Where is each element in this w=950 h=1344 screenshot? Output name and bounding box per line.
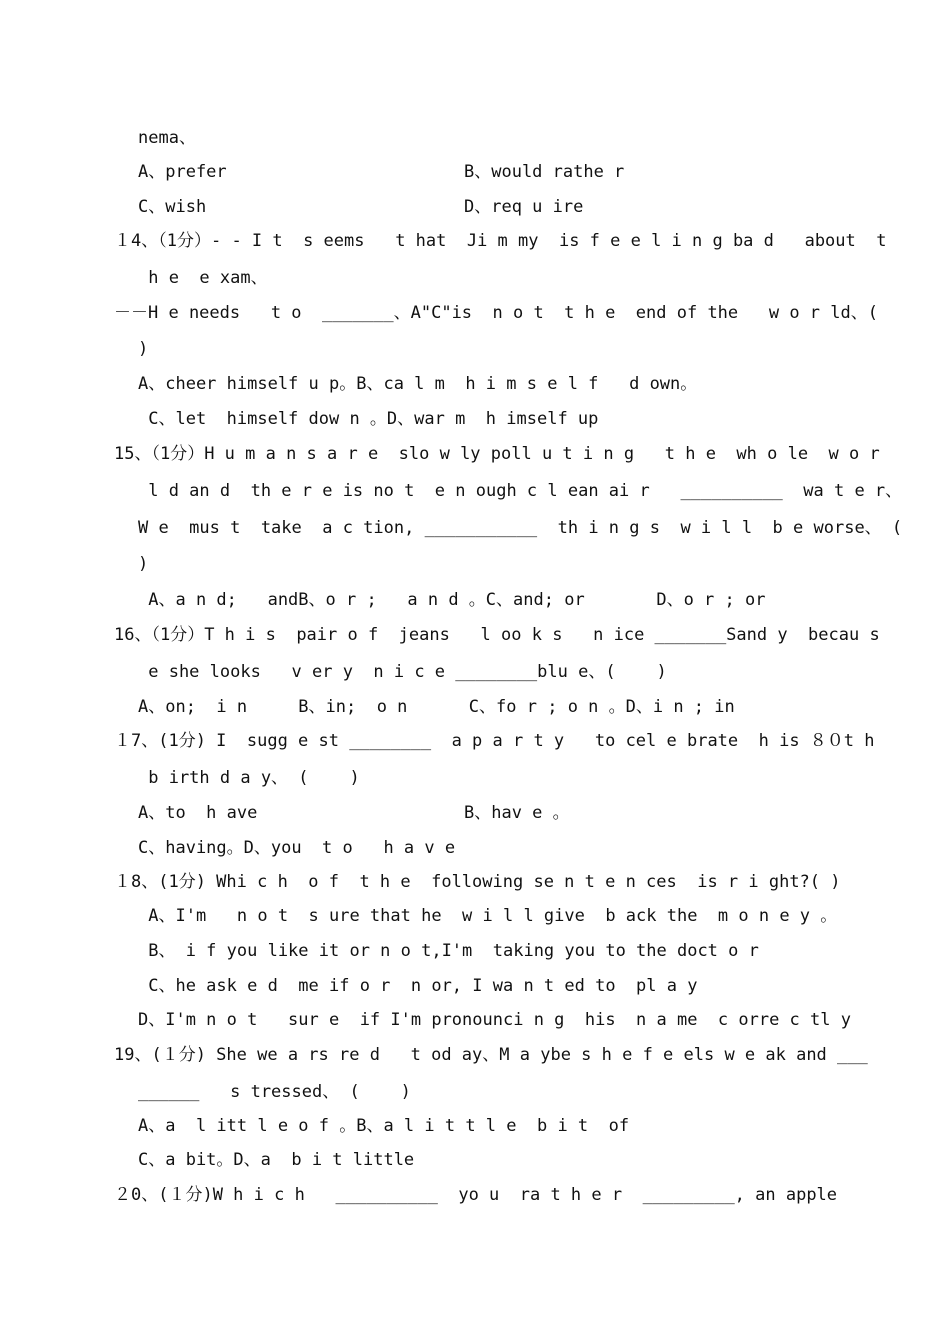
option-d: D、req u ire	[464, 197, 584, 217]
question-14-options-cd: C、let himself dow n 。D、war m h imself up	[138, 409, 599, 429]
question-15-paren: )	[138, 554, 149, 574]
question-15-options: A、a n d; andB、o r ; a n d 。C、and; or D、o r ; or	[138, 590, 766, 610]
question-15-cont-2: W e mus t take a c tion, ___________ th i n g s w i l l b e worse、 (	[138, 518, 903, 538]
question-19-options-ab: A、a l itt l e o f 。B、a l i t t l e b i t of	[138, 1116, 630, 1136]
question-18-option-b: B、 i f you like it or n o t,I'm taking you to the doct o r	[138, 941, 759, 961]
question-16: 16、（1分）T h i s pair o f jeans l oo k s n ice _______Sand y becau s	[114, 625, 880, 645]
question-18-option-c: C、he ask e d me if o r n or, I wa n t ed to pl a y	[138, 976, 698, 996]
option-c: C、wish	[138, 197, 207, 217]
option-b: B、would rathe r	[464, 162, 625, 182]
question-14-cont: h e e xam、	[138, 268, 268, 288]
question-14-paren: )	[138, 339, 149, 359]
question-17: １7、(1分) I sugg e st ________ a p a r t y to cel e brate h is ８０t h	[114, 731, 875, 751]
question-17-options-cd: C、having。D、you t o h a v e	[138, 838, 456, 858]
option-a: A、to h ave	[138, 803, 258, 823]
question-19-cont: ______ s tressed、 ( )	[138, 1082, 411, 1102]
question-18-option-a: A、I'm n o t s ure that he w i l l give b ack the m o n e y 。	[138, 906, 838, 926]
option-a: A、prefer	[138, 162, 227, 182]
option-b: B、hav e 。	[464, 803, 570, 823]
question-14: １4、（1分）- - I t s eems t hat Ji m my is f e e l i n g ba d about t	[114, 231, 887, 251]
question-14-options-ab: A、cheer himself u p。B、ca l m h i m s e l f d own。	[138, 374, 698, 394]
question-16-cont: e she looks v er y n i c e ________blu e、( )	[138, 662, 667, 682]
question-19: 19、(１分) She we a rs re d t od ay、M a ybe s h e f e els w e ak and ___	[114, 1045, 868, 1065]
question-19-options-cd: C、a bit。D、a b i t little	[138, 1150, 415, 1170]
question-15: 15、（1分）H u m a n s a r e slo w ly poll u t i n g t h e wh o le w o r	[114, 444, 880, 464]
question-20: ２0、(１分)W h i c h __________ yo u ra t h e r _________, an apple	[114, 1185, 838, 1205]
question-17-cont: b irth d a y、 ( )	[138, 768, 360, 788]
text-line: nema、	[138, 128, 196, 148]
question-14-dialogue: －－H e needs t o _______、A"C"is n o t t h e end of the w o r ld、(	[114, 303, 878, 323]
question-18: １8、(1分) Whi c h o f t h e following se n t e n ces is r i ght?( )	[114, 872, 841, 892]
question-16-options: A、on; i n B、in; o n C、fo r ; o n 。D、i n ; in	[138, 697, 735, 717]
question-18-option-d: D、I'm n o t sur e if I'm pronounci n g his n a me c orre c tl y	[138, 1010, 851, 1030]
question-15-cont: l d an d th e r e is no t e n ough c l ean ai r __________ wa t e r、	[138, 481, 903, 501]
